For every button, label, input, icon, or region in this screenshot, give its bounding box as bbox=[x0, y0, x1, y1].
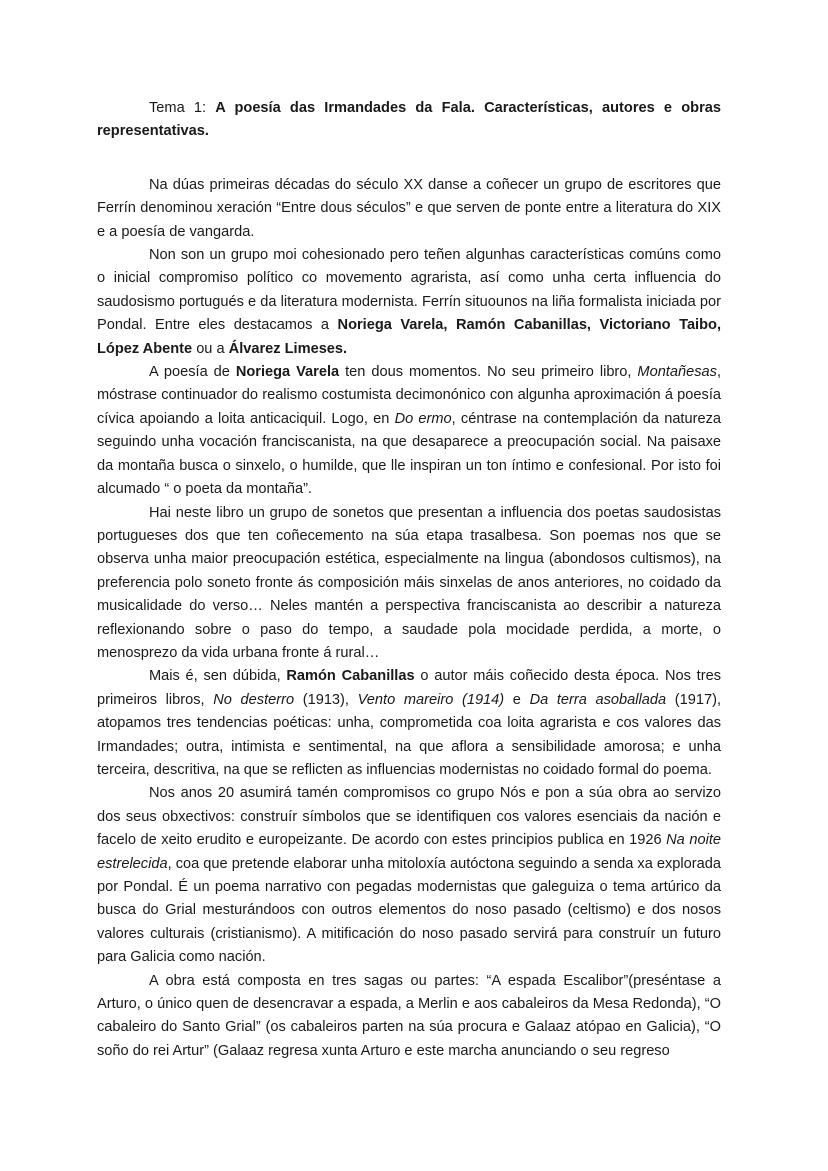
italic-run: No desterro bbox=[213, 691, 295, 708]
paragraph bbox=[97, 244, 721, 361]
bold-run: Ramón Cabanillas bbox=[286, 668, 415, 685]
text-run: , céntrase na contemplación da natureza seguindo unha vocación franciscanista, na que desaparece a preocupación social. Na paisaxe da montaña busca o sinxelo, o humilde, que lle inspiran un ton íntimo e confesional. Por isto foi alcumado “ o poeta da montaña”. bbox=[97, 410, 721, 498]
italic-run: Da terra asoballada bbox=[529, 691, 667, 708]
text-run: , coa que pretende elaborar unha mitoloxía autóctona seguindo a senda xa explorada por Pondal. É un poema narrativo con pegadas modernistas que galeguiza o tema artúrico da busca do Grial mesturándoos con outros elementos do noso pasado (celtismo) e dos nosos valores culturais (cristianismo). A mitificación do noso pasado servirá para construír un futuro para Galicia como nación. bbox=[97, 855, 721, 966]
text-run: o autor máis coñecido desta época. Nos tres primeiros libros, bbox=[97, 668, 721, 708]
text-run: ten dous momentos. No seu primeiro libro, bbox=[339, 364, 638, 381]
paragraph bbox=[97, 361, 721, 501]
document-title bbox=[97, 97, 721, 144]
text-run: Mais é, sen dúbida, bbox=[149, 668, 287, 685]
text-run: A obra está composta en tres sagas ou partes: “A espada Escalibor”(preséntase a Arturo, o único quen de desencravar a espada, a Merlin e aos cabaleiros da Mesa Redonda), “O cabaleiro do Santo Grial” (os cabaleiros parten na súa procura e Galaaz atópao en Galicia), “O soño do rei Artur” (Galaaz regresa xunta Arturo e este marcha anunciando o seu regreso bbox=[97, 972, 721, 1059]
text-run: e bbox=[504, 691, 530, 708]
document-body bbox=[97, 174, 721, 1063]
italic-run: Vento mareiro (1914) bbox=[357, 691, 505, 708]
italic-run: Na noite estrelecida bbox=[97, 832, 721, 872]
text-run: (1917), atopamos tres tendencias poéticas: unha, comprometida coa loita agrarista e cos valores das Irmandades; outra, intimista e sentimental, na que aflora a sensibilidade amorosa; e unha terceira, descritiva, na que se reflicten as influencias modernistas no coidado formal do poema. bbox=[97, 691, 722, 778]
text-run: A poesía de bbox=[149, 364, 236, 381]
bold-run: Noriega Varela, Ramón Cabanillas, Victoriano Taibo, López Abente bbox=[97, 317, 721, 357]
text-run: , móstrase continuador do realismo costumista decimonónico con algunha aproximación á poesía cívica apoiando a loita anticaciquil. Logo, en bbox=[97, 364, 721, 427]
text-run: Na dúas primeiras décadas do século XX danse a coñecer un grupo de escritores que Ferrín denominou xeración “Entre dous séculos” e que serven de ponte entre a literatura do XIX e a poesía de vangarda. bbox=[97, 176, 721, 240]
paragraph bbox=[97, 174, 721, 244]
text-run: ou a bbox=[192, 340, 229, 357]
paragraph bbox=[97, 665, 721, 782]
text-run: Hai neste libro un grupo de sonetos que presentan a influencia dos poetas saudosistas portugueses dos que ten coñecemento na súa etapa trasalbesa. Son poemas nos que se observa unha maior preocupación estética, especialmente na lingua (abondosos cultismos), na preferencia polo soneto fronte ás composición máis sinxelas de anos anteriores, no coidado da musicalidade do verso… Neles mantén a perspectiva franciscanista ao describir a natureza reflexionando sobre o paso do tempo, a saudade pola mocidade perdida, a morte, o menosprezo da vida urbana fronte á rural… bbox=[97, 504, 721, 661]
bold-run: Noriega Varela bbox=[235, 364, 340, 381]
text-run: Nos anos 20 asumirá tamén compromisos co grupo Nós e pon a súa obra ao servizo dos seus obxectivos: construír símbolos que se identifiquen cos valores esenciais da nación e facelo de xeito erudito e europeizante. De acordo con estes principios publica en 1926 bbox=[97, 785, 721, 849]
italic-run: Montañesas bbox=[637, 364, 717, 381]
bold-run: Álvarez Limeses. bbox=[228, 340, 348, 357]
paragraph bbox=[97, 782, 721, 969]
title-text: A poesía das Irmandades da Fala. Características, autores e obras representativas. bbox=[97, 100, 721, 140]
title-prefix: Tema 1: bbox=[149, 100, 216, 116]
paragraph bbox=[97, 502, 721, 666]
italic-run: Do ermo bbox=[394, 410, 452, 427]
text-run: Non son un grupo moi cohesionado pero teñen algunhas características comúns como o inicial compromiso político co movemento agrarista, así como unha certa influencia do saudosismo portugués e da literatura modernista. Ferrín situounos na liña formalista iniciada por Pondal. Entre eles destacamos a bbox=[97, 247, 721, 334]
text-run: (1913), bbox=[294, 691, 358, 708]
paragraph bbox=[97, 970, 721, 1064]
